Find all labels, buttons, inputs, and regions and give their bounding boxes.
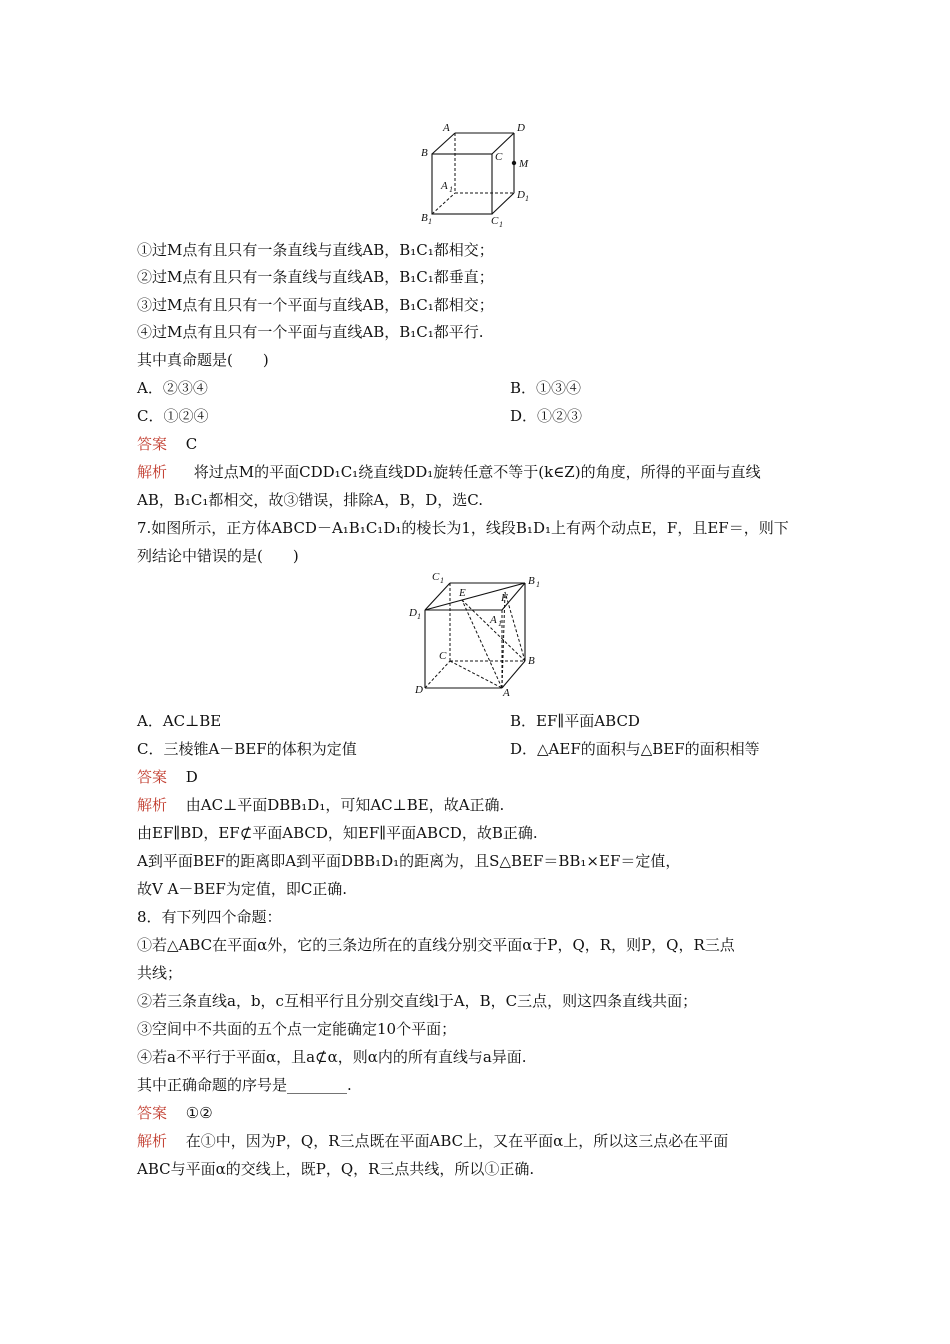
label-b1: B <box>421 212 428 224</box>
point-m <box>512 161 516 165</box>
q8-statement-2: ②若三条直线a，b，c互相平行且分别交直线l于A，B，C三点，则这四条直线共面； <box>137 992 698 1010</box>
q6-option-d: D．①②③ <box>510 407 583 425</box>
q7-analysis-2: 由EF∥BD，EF⊄平面ABCD，知EF∥平面ABCD，故B正确. <box>137 824 538 842</box>
answer-label: 答案 <box>137 1104 168 1122</box>
label-m: M <box>519 158 529 170</box>
q8-statement-3: ③空间中不共面的五个点一定能确定10个平面； <box>137 1020 457 1038</box>
q6-answer <box>137 434 197 454</box>
q7-option-b: B．EF∥平面ABCD <box>510 712 640 730</box>
label-c1: C <box>432 571 440 583</box>
label-b: B <box>528 655 535 667</box>
q6-statement-1: ①过M点有且只有一条直线与直线AB，B₁C₁都相交； <box>137 241 494 259</box>
q8-statement-4: ④若a不平行于平面α，且a⊄α，则α内的所有直线与a异面. <box>137 1048 527 1066</box>
q6-statement-3: ③过M点有且只有一个平面与直线AB，B₁C₁都相交； <box>137 296 494 314</box>
analysis-text: 将过点M的平面CDD₁C₁绕直线DD₁旋转任意不等于(k∈Z)的角度，所得的平面与直线 <box>193 463 761 481</box>
analysis-text: 由AC⊥平面DBB₁D₁，可知AC⊥BE，故A正确. <box>185 796 505 814</box>
q6-option-c: C．①②④ <box>137 407 209 425</box>
q7-option-c: C．三棱锥A－BEF的体积为定值 <box>137 740 357 758</box>
q8-statement-1-cont: 共线； <box>137 964 183 982</box>
q8-answer <box>137 1103 213 1123</box>
q6-option-a: A．②③④ <box>137 379 208 397</box>
answer-label: 答案 <box>137 435 168 453</box>
q7-analysis-4: 故V A－BEF为定值，即C正确. <box>137 880 348 898</box>
label-d: D <box>415 684 423 696</box>
label-d1-sub: 1 <box>525 194 529 203</box>
q6-statement-2: ②过M点有且只有一条直线与直线AB，B₁C₁都垂直； <box>137 268 494 286</box>
q7-analysis-3: A到平面BEF的距离即A到平面DBB₁D₁的距离为，且S△BEF＝BB₁×EF＝定值， <box>137 852 681 870</box>
label-c1-sub: 1 <box>499 220 503 229</box>
q6-option-b: B．①③④ <box>510 379 582 397</box>
q8-analysis-2: ABC与平面α的交线上，既P，Q，R三点共线，所以①正确. <box>137 1160 535 1178</box>
answer-value: D <box>185 768 198 786</box>
label-b: B <box>421 147 428 159</box>
q6-question: 其中真命题是( ) <box>137 351 269 369</box>
label-b1-sub: 1 <box>536 580 540 589</box>
q6-analysis-1 <box>137 462 761 482</box>
cube-figure-1 <box>415 118 540 230</box>
q7-stem-1: 7.如图所示，正方体ABCD－A₁B₁C₁D₁的棱长为1，线段B₁D₁上有两个动点E，F，且EF＝，则下 <box>137 519 789 537</box>
q8-statement-1: ①若△ABC在平面α外，它的三条边所在的直线分别交平面α于P，Q，R，则P，Q，R三点 <box>137 936 735 954</box>
label-d1: D <box>517 189 525 201</box>
q7-option-a: A．AC⊥BE <box>137 712 222 730</box>
q7-option-d: D．△AEF的面积与△BEF的面积相等 <box>510 740 760 758</box>
answer-value: C <box>185 435 198 453</box>
label-a1-sub: 1 <box>498 619 502 628</box>
analysis-label: 解析 <box>137 463 168 481</box>
analysis-text: 在①中，因为P，Q，R三点既在平面ABC上，又在平面α上，所以这三点必在平面 <box>185 1132 729 1150</box>
label-d1-sub: 1 <box>417 612 421 621</box>
label-a: A <box>443 122 450 134</box>
label-d: D <box>517 122 525 134</box>
q6-statement-4: ④过M点有且只有一个平面与直线AB，B₁C₁都平行. <box>137 323 484 341</box>
label-a1: A <box>490 614 497 626</box>
label-b1-sub: 1 <box>428 217 432 226</box>
answer-value: ①② <box>185 1104 213 1122</box>
label-b1: B <box>528 575 535 587</box>
label-e: E <box>459 587 466 599</box>
q7-answer <box>137 767 198 787</box>
q7-analysis-1 <box>137 795 504 815</box>
label-a: A <box>503 687 510 699</box>
q6-analysis-2: AB，B₁C₁都相交，故③错误，排除A，B，D，选C. <box>137 491 483 509</box>
label-c: C <box>495 151 503 163</box>
label-a1: A <box>441 180 448 192</box>
label-c1-sub: 1 <box>440 576 444 585</box>
q8-stem: 8．有下列四个命题： <box>137 908 282 926</box>
cube-figure-2 <box>405 568 555 702</box>
label-d1: D <box>409 607 417 619</box>
q8-question: 其中正确命题的序号是________. <box>137 1076 352 1094</box>
analysis-label: 解析 <box>137 796 168 814</box>
q8-analysis-1 <box>137 1131 728 1151</box>
analysis-label: 解析 <box>137 1132 168 1150</box>
label-c: C <box>439 650 447 662</box>
label-c1: C <box>491 215 499 227</box>
label-f: F <box>501 592 508 604</box>
q7-stem-2: 列结论中错误的是( ) <box>137 547 299 565</box>
answer-label: 答案 <box>137 768 168 786</box>
label-a1-sub: 1 <box>449 185 453 194</box>
